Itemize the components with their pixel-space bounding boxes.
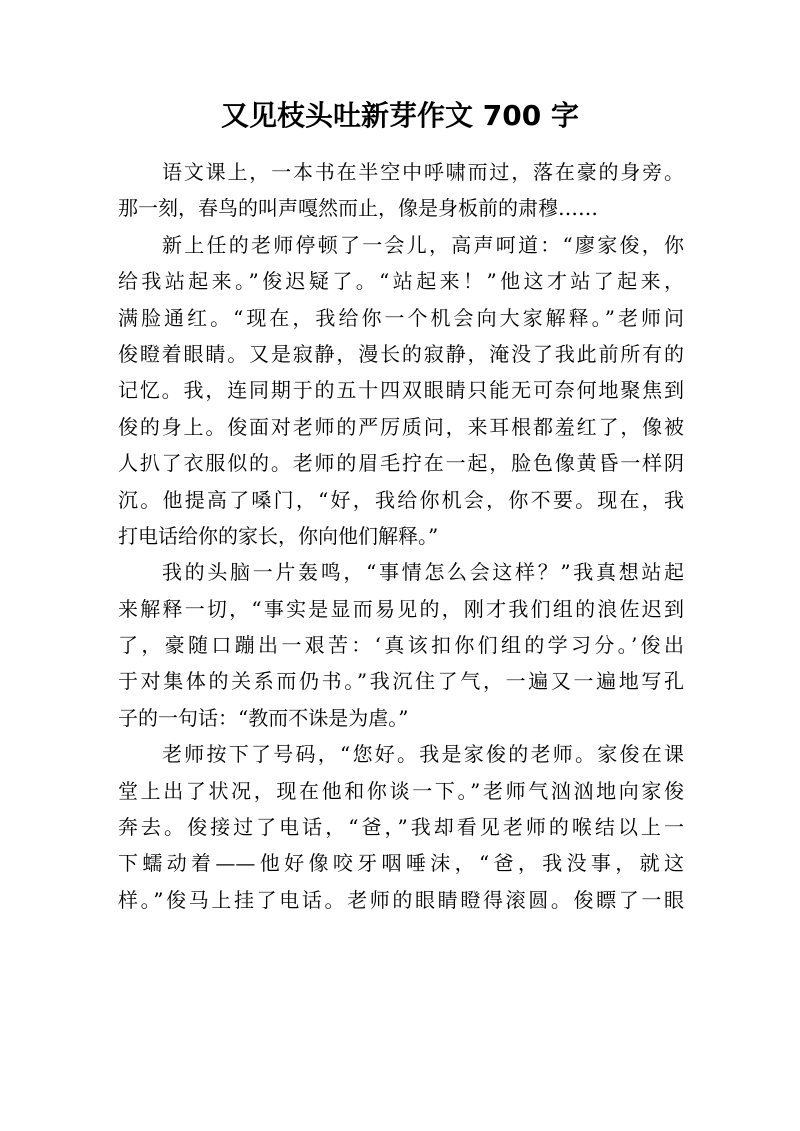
paragraph-3 <box>118 554 684 736</box>
text-line: 那一刻，春鸟的叫声嘎然而止，像是身板前的肃穆…… <box>118 196 598 221</box>
text-line: 老师按下了号码，“您好。我是家俊的老师。家俊在课 <box>162 742 684 767</box>
text-line: 来解释一切，“事实是显而易见的，刚才我们组的浪佐迟到 <box>118 596 684 621</box>
text-line: 打电话给你的家长，你向他们解释。” <box>118 523 439 548</box>
text-line: 俊瞪着眼睛。又是寂静，漫长的寂静，淹没了我此前所有的 <box>118 341 684 366</box>
paragraph-1 <box>118 154 684 227</box>
text-line: 语文课上，一本书在半空中呼啸而过，落在豪的身旁。 <box>162 160 684 184</box>
text-line: 满脸通红。“现在，我给你一个机会向大家解释。”老师问 <box>118 305 684 330</box>
text-line: 了，豪随口蹦出一艰苦：‘真该扣你们组的学习分。’俊出 <box>118 633 684 658</box>
text-line: 于对集体的关系而仍书。”我沉住了气，一遍又一遍地写孔 <box>118 669 684 694</box>
text-line: 俊的身上。俊面对老师的严厉质问，来耳根都羞红了，像被 <box>118 414 684 439</box>
paragraph-4 <box>118 736 684 918</box>
text-line: 下蠕动着——他好像咬牙咽唾沫，“爸，我没事，就这 <box>118 851 684 876</box>
text-line: 沉。他提高了嗓门，“好，我给你机会，你不要。现在，我 <box>118 487 684 512</box>
text-line: 堂上出了状况，现在他和你谈一下。”老师气汹汹地向家俊 <box>118 778 684 803</box>
text-line: 子的一句话：“教而不诛是为虐。” <box>118 705 409 730</box>
text-line: 人扒了衣服似的。老师的眉毛拧在一起，脸色像黄昏一样阴 <box>118 451 684 476</box>
text-line: 样。”俊马上挂了电话。老师的眼睛瞪得滚圆。俊瞟了一眼 <box>118 887 684 912</box>
paragraph-2 <box>118 227 684 555</box>
text-line: 新上任的老师停顿了一会儿，高声呵道：“廖家俊，你 <box>162 232 684 257</box>
essay-body <box>118 154 684 918</box>
text-line: 记忆。我，连同期于的五十四双眼睛只能无可奈何地聚焦到 <box>118 378 684 403</box>
text-line: 给我站起来。”俊迟疑了。“站起来！”他这才站了起来， <box>118 269 684 294</box>
text-line: 奔去。俊接过了电话，“爸，”我却看见老师的喉结以上一 <box>118 815 684 840</box>
text-line: 我的头脑一片轰鸣，“事情怎么会这样？”我真想站起 <box>162 560 684 585</box>
essay-title: 又见枝头吐新芽作文 700 字 <box>221 99 579 132</box>
